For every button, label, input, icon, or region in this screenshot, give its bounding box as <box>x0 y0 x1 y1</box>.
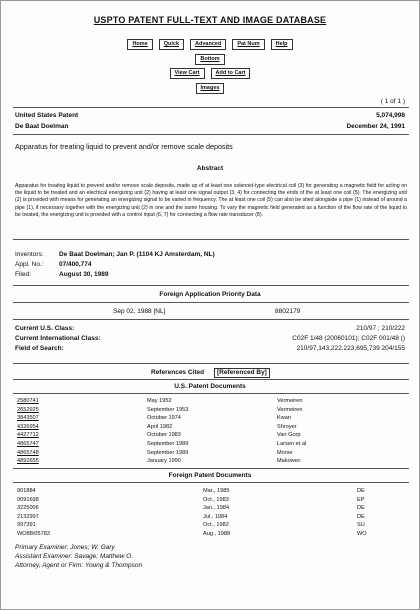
patent-number-link[interactable]: 4892655 <box>17 458 39 465</box>
us-patent-documents-table <box>15 397 407 466</box>
primary-examiner: Primary Examiner: Jones; W. Gary <box>15 544 115 551</box>
assistant-examiner: Assistant Examiner: Savage; Matthew O. <box>15 553 134 560</box>
patent-number-link[interactable]: 4427712 <box>17 432 39 439</box>
issue-date: Jul., 1984 <box>203 513 228 520</box>
table-row <box>15 449 407 458</box>
country-code: DE <box>357 488 365 494</box>
patent-date: December 24, 1991 <box>346 123 405 130</box>
abstract-text: Apparatus for treating liquid to prevent and/or remove scale deposits, made up of at least one solenoid-type electrical coil (3) for generating a magnetic field for acting on the liquid to be treated and an electrical energizing unit (2) having at least one signal output (3, 4) for connecting the ends of the at least one coil (5). The energizing unit (2) is provided with means for generating an energizing signal to be varied in frequency. The at least one coil (5) can also be sited alongside a pipe (1) instead of around a pipe (1), if necessary together with the energizing unit (2) in one and the same housing. To vary the magnetic field generated as a function of the flow rate of the liquid to be treated, the energizing unit is provided with a control input (6, 7) for connecting a flow rate transducer (8). <box>15 183 407 218</box>
divider <box>13 482 409 483</box>
intl-class-label: Current International Class: <box>15 335 101 342</box>
us-class-label: Current U.S. Class: <box>15 325 75 332</box>
table-row <box>15 457 407 466</box>
patent-number-link[interactable]: 3843507 <box>17 415 39 422</box>
filed-label: Filed: <box>15 271 31 278</box>
divider <box>13 134 409 135</box>
patent-number-search-button[interactable]: Pat Num <box>232 39 264 50</box>
nav-row-4 <box>1 83 419 94</box>
issue-date: May 1952 <box>147 398 172 404</box>
patent-title: Apparatus for treating liquid to prevent and/or remove scale deposits <box>15 142 233 151</box>
inventor-short: De Baat Doelman <box>15 123 69 130</box>
issue-date: Oct., 1982 <box>203 522 229 529</box>
country-code: EP <box>357 496 365 503</box>
divider <box>13 239 409 240</box>
table-row <box>15 431 407 440</box>
table-row <box>15 530 407 539</box>
divider <box>13 393 409 394</box>
patent-number-link[interactable]: 2652925 <box>17 406 39 413</box>
foreign-priority-heading: Foreign Application Priority Data <box>159 291 261 298</box>
quick-search-button[interactable]: Quick <box>159 39 184 50</box>
issue-date: Oct., 1983 <box>203 496 229 503</box>
add-to-cart-button[interactable]: Add to Cart <box>211 68 251 79</box>
referenced-by-link[interactable]: [Referenced By] <box>214 368 270 378</box>
issue-date: January 1990 <box>147 458 181 465</box>
patentee-name: Larsen et al <box>277 440 307 447</box>
help-button[interactable]: Help <box>271 39 293 50</box>
patentee-name: Vermeiren <box>277 398 303 404</box>
foreign-patent-number: 901884 <box>17 488 36 494</box>
patentee-name: Kwan <box>277 415 291 422</box>
table-row <box>15 440 407 449</box>
table-row <box>15 513 407 522</box>
table-row <box>15 496 407 505</box>
nav-row-3 <box>1 68 419 79</box>
patent-number-link[interactable]: 4865748 <box>17 449 39 456</box>
appl-no-value: 07/400,774 <box>59 261 92 268</box>
foreign-patent-number: WO88/05783 <box>17 530 50 537</box>
issue-date: October 1974 <box>147 415 181 422</box>
table-row <box>15 487 407 496</box>
issue-date: Aug., 1988 <box>203 530 231 537</box>
issue-date: October 1983 <box>147 432 181 439</box>
home-button[interactable]: Home <box>127 39 152 50</box>
nav-row-1 <box>1 39 419 50</box>
priority-date: Sep 02, 1988 [NL] <box>113 308 166 315</box>
appl-no-label: Appl. No.: <box>15 261 44 268</box>
view-cart-button[interactable]: View Cart <box>170 68 205 79</box>
table-row <box>15 423 407 432</box>
nav-row-2 <box>1 54 419 65</box>
divider <box>13 319 409 320</box>
country-code: DE <box>357 505 365 512</box>
page-counter: ( 1 of 1 ) <box>380 98 405 105</box>
divider <box>13 379 409 380</box>
references-heading: References Cited <box>151 369 205 376</box>
divider <box>13 363 409 364</box>
us-patent-documents-heading: U.S. Patent Documents <box>174 383 246 390</box>
divider <box>13 468 409 469</box>
attorney-agent: Attorney, Agent or Firm: Young & Thompson <box>15 562 143 569</box>
country-code: SU <box>357 522 365 529</box>
patentee-name: Shroyer <box>277 423 297 430</box>
intl-class-value: C02F 1/48 (20060101); C02F 001/48 () <box>292 335 405 342</box>
issue-date: April 1982 <box>147 423 173 430</box>
foreign-patent-number: 997391 <box>17 522 36 529</box>
issue-date: September 1953 <box>147 406 189 413</box>
divider <box>13 107 409 108</box>
issue-date: Jan., 1984 <box>203 505 230 512</box>
foreign-patent-number: 2132997 <box>17 513 39 520</box>
patent-number: 5,074,998 <box>376 112 405 119</box>
abstract-heading: Abstract <box>196 165 224 172</box>
foreign-patent-documents-heading: Foreign Patent Documents <box>168 472 252 479</box>
issue-date: September 1989 <box>147 449 189 456</box>
patent-number-link[interactable]: 2580741 <box>17 398 39 404</box>
inventors-label: Inventors: <box>15 251 44 258</box>
table-row <box>15 406 407 415</box>
issue-date: September 1989 <box>147 440 189 447</box>
us-class-value: 210/97 ; 210/222 <box>356 325 405 332</box>
patentee-name: Van Gorp <box>277 432 301 439</box>
patent-number-link[interactable]: 4326954 <box>17 423 39 430</box>
patentee-name: Makowec <box>277 458 301 465</box>
advanced-search-button[interactable]: Advanced <box>190 39 226 50</box>
foreign-patent-documents-table <box>15 487 407 539</box>
foreign-patent-number: 0091698 <box>17 496 39 503</box>
patentee-name: Vermeiren <box>277 406 303 413</box>
patent-number-link[interactable]: 4865747 <box>17 440 39 447</box>
country-code: WO <box>357 530 367 537</box>
table-row <box>15 397 407 406</box>
table-row <box>15 414 407 423</box>
field-of-search-label: Field of Search: <box>15 345 64 352</box>
foreign-patent-number: 3225006 <box>17 505 39 512</box>
database-title: USPTO PATENT FULL-TEXT AND IMAGE DATABASE <box>93 15 327 25</box>
filed-value: August 30, 1989 <box>59 271 109 278</box>
divider <box>13 285 409 286</box>
patent-kind: United States Patent <box>15 112 79 119</box>
table-row <box>15 504 407 513</box>
inventors-value: De Baat Doelman; Jan P. (1104 KJ Amsterdam, NL) <box>59 251 215 258</box>
country-code: DE <box>357 513 365 520</box>
priority-number: 8802179 <box>275 308 301 315</box>
issue-date: Mar., 1985 <box>203 488 230 494</box>
table-row <box>15 521 407 530</box>
bottom-button[interactable]: Bottom <box>195 54 224 65</box>
field-of-search-value: 210/97,143,222,223,695,739 204/155 <box>296 345 405 352</box>
patentee-name: Morse <box>277 449 293 456</box>
divider <box>13 302 409 303</box>
images-button[interactable]: Images <box>196 83 225 94</box>
